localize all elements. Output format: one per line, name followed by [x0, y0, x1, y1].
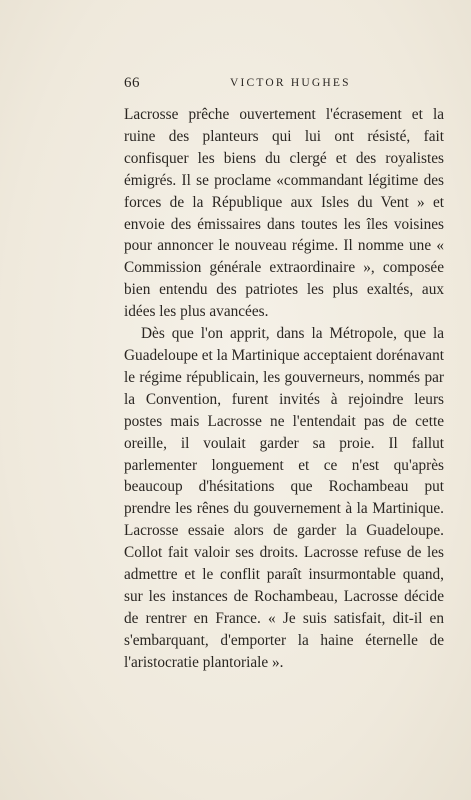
page-number: 66: [124, 75, 140, 91]
running-title: VICTOR HUGHES: [230, 77, 351, 89]
paragraph-1: Lacrosse prêche ouvertement l'écrasement et la ruine des planteurs qui lui ont résisté, fait confisquer les biens du clergé et des royalistes émigrés. Il se proclame «commandant légitime des forces de la République aux Isles du Vent » et envoie des émissaires dans toutes les îles voisines pour annoncer le nouveau régime. Il nomme une « Commission générale extraordinaire », composée bien entendu des patriotes les plus exaltés, aux idées les plus avancées.: [124, 106, 444, 321]
body-text: [124, 104, 444, 674]
page-header: [124, 75, 446, 95]
paragraph-2: Dès que l'on apprit, dans la Métropole, que la Guadeloupe et la Martinique acceptaient dorénavant le régime républicain, les gouverneurs, nommés par la Convention, furent invités à rejoindre leurs postes mais Lacrosse ne l'entendait pas de cette oreille, il voulait garder sa proie. Il fallut parlementer longuement et ce n'est qu'après beaucoup d'hésitations que Rochambeau put prendre les rênes du gouvernement à la Martinique. Lacrosse essaie alors de garder la Guadeloupe. Collot fait valoir ses droits. Lacrosse refuse de les admettre et le conflit paraît insurmontable quand, sur les instances de Rochambeau, Lacrosse décide de rentrer en France. « Je suis satisfait, dit-il en s'embarquant, d'emporter la haine éternelle de l'aristocratie plantoriale ».: [124, 325, 444, 671]
